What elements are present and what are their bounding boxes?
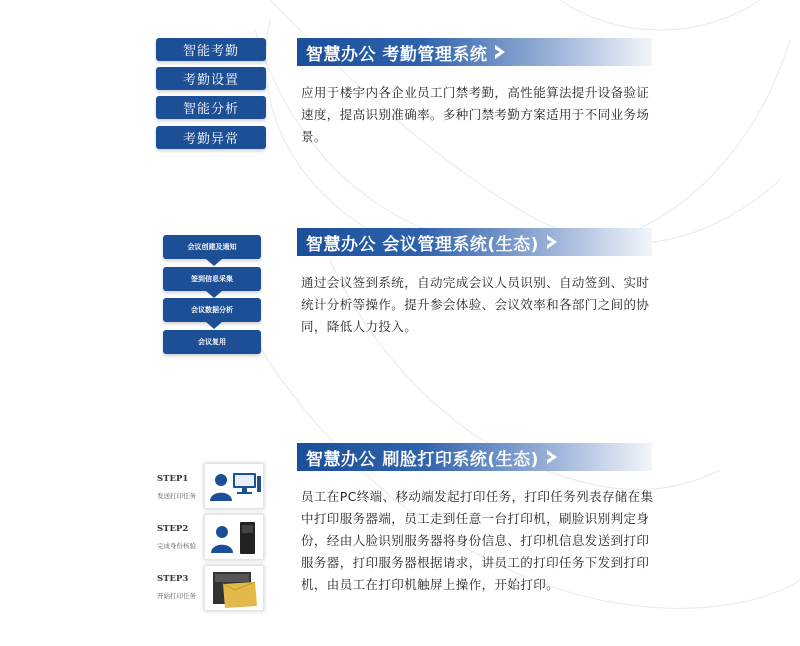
section-title: 智慧办公 会议管理系统(生态) — [306, 234, 539, 255]
flow-down-arrow-icon — [206, 291, 222, 298]
flow-step-meeting-create: 会议创建及通知 — [163, 235, 261, 259]
section-title-bar-meeting — [297, 228, 652, 256]
section-title-bar-face-print — [297, 443, 652, 471]
section-description: 员工在PC终端、移动端发起打印任务，打印任务列表存储在集中打印服务器端，员工走到任意一台打印机，刷脸识别判定身份，经由人脸识别服务器将身份信息、打印机信息发送到打印服务器，打印服务器根据请求，讲员工的打印任务下发到打印机，由员工在打印机触屏上操作，开始打印。 — [301, 489, 654, 592]
step-description: 开始打印任务 — [157, 592, 196, 600]
side-button-attendance[interactable]: 智能考勤 — [156, 38, 266, 61]
chevron-right-icon — [493, 44, 507, 60]
side-button-attendance-settings[interactable]: 考勤设置 — [156, 67, 266, 90]
step-description: 完成身份核验 — [157, 542, 196, 550]
side-button-attendance-exception[interactable]: 考勤异常 — [156, 126, 266, 149]
side-button-analysis[interactable]: 智能分析 — [156, 96, 266, 119]
flow-step-meeting-reuse: 会议复用 — [163, 330, 261, 354]
printer-paper-icon — [204, 565, 264, 611]
person-computer-icon — [204, 463, 264, 509]
flow-step-meeting-analysis: 会议数据分析 — [163, 298, 261, 322]
section-description: 通过会议签到系统，自动完成会议人员识别、自动签到、实时统计分析等操作。提升参会体验、会议效率和各部门之间的协同，降低人力投入。 — [301, 275, 650, 334]
section-title-bar-attendance — [297, 38, 652, 66]
flow-step-signin-collect: 签到信息采集 — [163, 267, 261, 291]
person-terminal-icon — [204, 514, 264, 560]
step-label: STEP3 — [157, 574, 189, 584]
step-label: STEP1 — [157, 474, 189, 484]
step-label: STEP2 — [157, 524, 189, 534]
section-description: 应用于楼宇内各企业员工门禁考勤，高性能算法提升设备验证速度，提高识别准确率。多种门禁考勤方案适用于不同业务场景。 — [301, 85, 650, 144]
step-description: 发送打印任务 — [157, 492, 196, 500]
chevron-right-icon — [545, 449, 559, 465]
section-title: 智慧办公 刷脸打印系统(生态) — [306, 449, 539, 470]
chevron-right-icon — [545, 234, 559, 250]
flow-down-arrow-icon — [206, 259, 222, 266]
section-title: 智慧办公 考勤管理系统 — [306, 44, 488, 65]
flow-down-arrow-icon — [206, 322, 222, 329]
